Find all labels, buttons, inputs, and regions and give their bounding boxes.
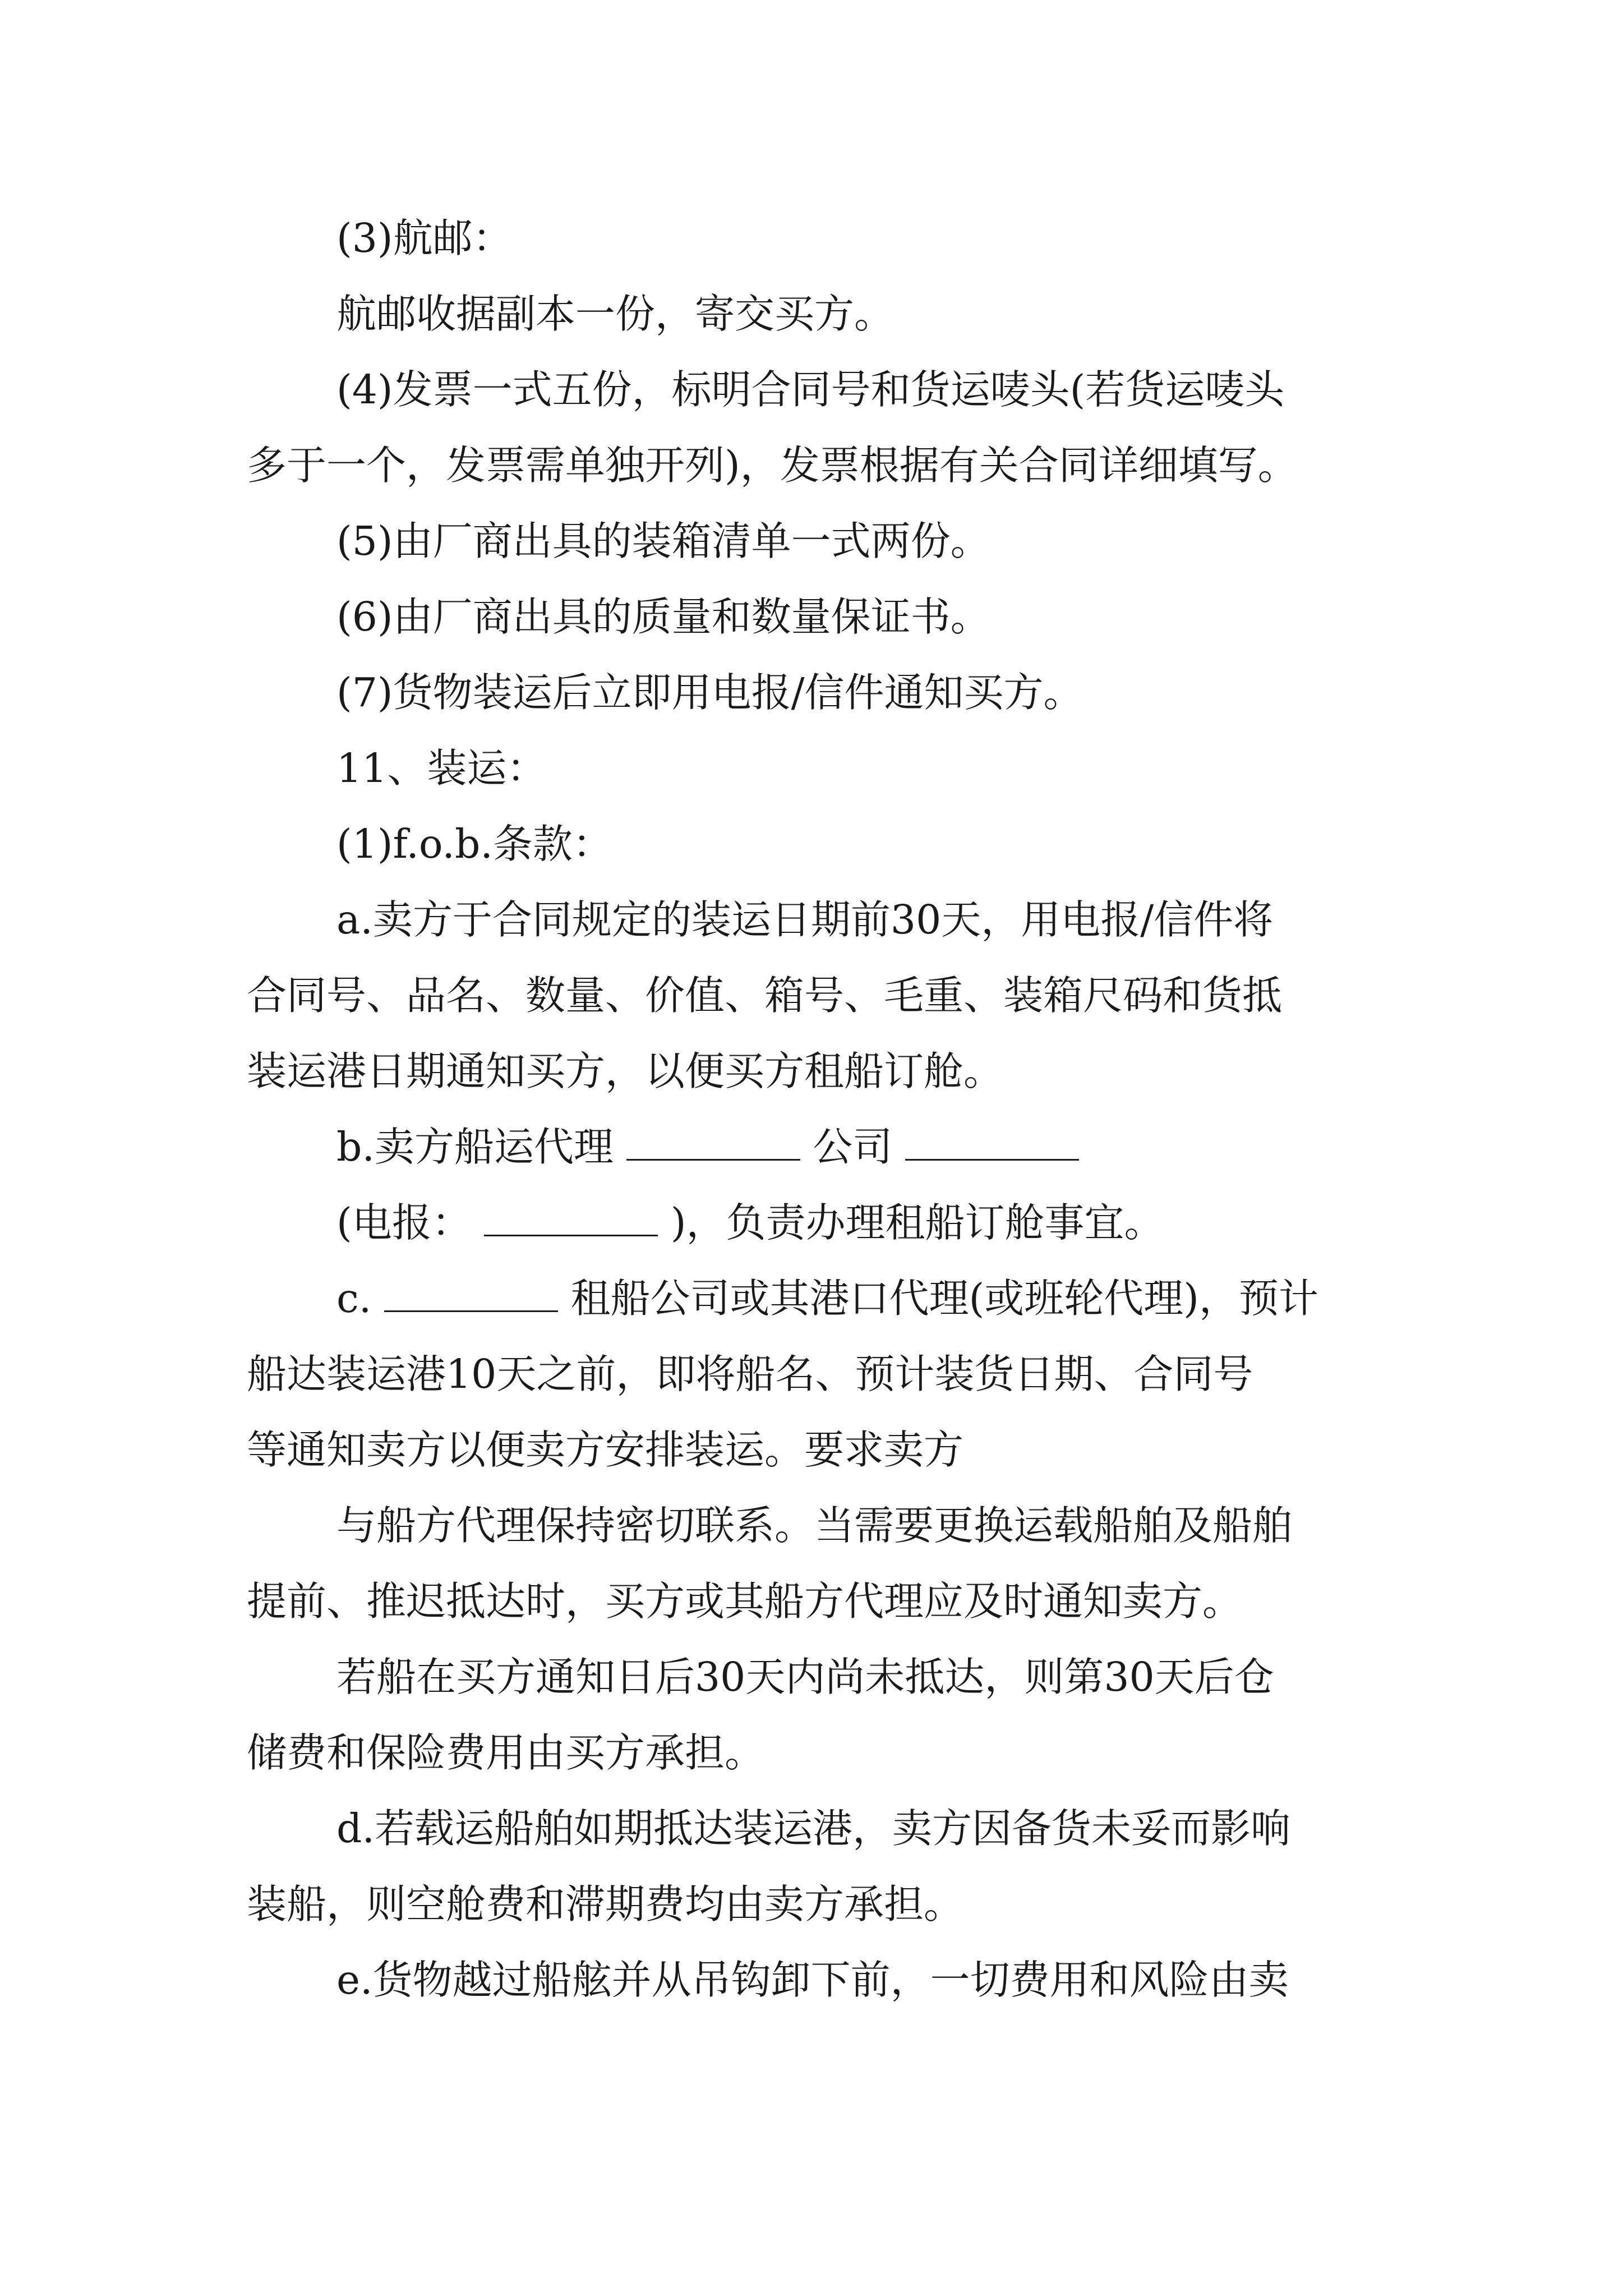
line-text: 储费和保险费用由买方承担。 xyxy=(247,1729,765,1776)
line-text: 装运港日期通知买方，以便买方租船订舱。 xyxy=(247,1048,1004,1094)
text-line xyxy=(0,1792,1623,1865)
line-text: d.若载运船舶如期抵达装运港，卖方因备货未妥而影响 xyxy=(336,1805,1291,1852)
text-line xyxy=(0,1565,1623,1638)
text-line xyxy=(0,1414,1623,1487)
line-text: (5)由厂商出具的装箱清单一式两份。 xyxy=(336,518,990,564)
fill-in-blank xyxy=(484,1201,658,1236)
line-text: 航邮收据副本一份，寄交买方。 xyxy=(336,291,895,337)
line-text: (电报： xyxy=(336,1199,472,1246)
fill-in-blank xyxy=(384,1277,558,1312)
line-text: 装船，则空舱费和滞期费均由卖方承担。 xyxy=(247,1881,964,1927)
line-text: 11、装运： xyxy=(336,745,547,792)
line-text: 租船公司或其港口代理(或班轮代理)，预计 xyxy=(570,1275,1318,1322)
text-line xyxy=(0,278,1623,351)
line-text: (3)航邮： xyxy=(336,215,513,261)
text-line xyxy=(0,1944,1623,2017)
text-line xyxy=(0,1717,1623,1789)
text-line xyxy=(0,1111,1623,1184)
text-line xyxy=(0,1035,1623,1108)
line-text: e.货物越过船舷并从吊钩卸下前，一切费用和风险由卖 xyxy=(336,1957,1289,2003)
line-text: c. xyxy=(336,1275,372,1322)
fill-in-blank xyxy=(905,1125,1079,1161)
line-text: 船达装运港10天之前，即将船名、预计装货日期、合同号 xyxy=(247,1351,1253,1397)
text-line xyxy=(0,202,1623,275)
line-text: (1)f.o.b.条款： xyxy=(336,821,612,867)
text-line xyxy=(0,505,1623,578)
line-text: 等通知卖方以便卖方安排装运。要求卖方 xyxy=(247,1427,964,1473)
text-line xyxy=(0,429,1623,502)
text-line xyxy=(0,1868,1623,1941)
line-text: (7)货物装运后立即用电报/信件通知买方。 xyxy=(336,669,1083,716)
line-text: (6)由厂商出具的质量和数量保证书。 xyxy=(336,593,990,640)
line-text: (4)发票一式五份，标明合同号和货运唛头(若货运唛头 xyxy=(336,366,1285,413)
section-heading xyxy=(0,732,1623,805)
text-line xyxy=(0,1338,1623,1411)
line-text: a.卖方于合同规定的装运日期前30天，用电报/信件将 xyxy=(336,896,1274,943)
text-line xyxy=(0,656,1623,729)
line-text: 多于一个，发票需单独开列)，发票根据有关合同详细填写。 xyxy=(247,442,1298,489)
line-text: 公司 xyxy=(813,1124,893,1170)
text-line xyxy=(0,1186,1623,1259)
text-line xyxy=(0,959,1623,1032)
line-text: 提前、推迟抵达时，买方或其船方代理应及时通知卖方。 xyxy=(247,1578,1243,1625)
text-line xyxy=(0,581,1623,654)
line-text: 若船在买方通知日后30天内尚未抵达，则第30天后仓 xyxy=(336,1654,1274,1700)
text-line xyxy=(0,1262,1623,1335)
line-text: 与船方代理保持密切联系。当需要更换运载船舶及船舶 xyxy=(336,1502,1293,1549)
text-line xyxy=(0,1641,1623,1714)
text-line xyxy=(0,808,1623,881)
text-line xyxy=(0,353,1623,426)
text-line xyxy=(0,1489,1623,1562)
fill-in-blank xyxy=(626,1125,800,1161)
text-line xyxy=(0,884,1623,956)
line-text: b.卖方船运代理 xyxy=(336,1124,614,1170)
line-text: 合同号、品名、数量、价值、箱号、毛重、装箱尺码和货抵 xyxy=(247,972,1283,1019)
line-text: )，负责办理租船订舱事宜。 xyxy=(670,1199,1164,1246)
